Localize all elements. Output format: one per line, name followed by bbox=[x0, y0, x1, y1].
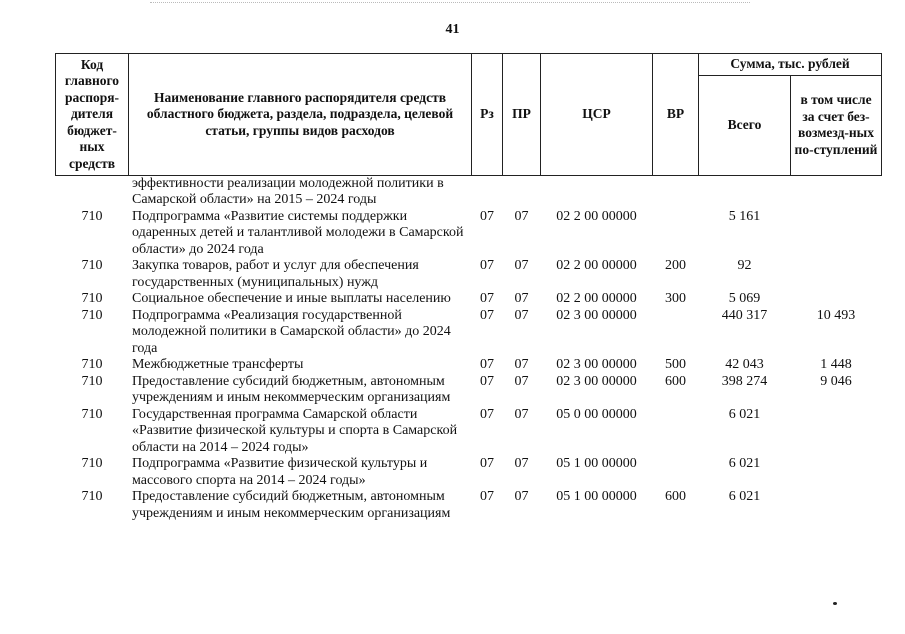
row-incl bbox=[791, 209, 882, 259]
row-rz: 07 bbox=[480, 406, 494, 422]
row-vr bbox=[653, 175, 699, 209]
table-row bbox=[56, 357, 882, 374]
row-pr: 07 bbox=[514, 373, 529, 389]
row-incl: 10 493 bbox=[816, 307, 856, 323]
row-vr bbox=[653, 209, 699, 259]
row-vr: 200 bbox=[665, 258, 686, 273]
row-vr bbox=[653, 456, 699, 489]
row-pr: 07 bbox=[514, 291, 529, 306]
row-incl bbox=[791, 489, 882, 522]
row-total: 6 021 bbox=[728, 456, 761, 471]
row-total bbox=[699, 175, 791, 209]
row-vr bbox=[653, 308, 699, 358]
row-code: 710 bbox=[81, 291, 103, 306]
header-total: Всего bbox=[699, 75, 791, 175]
row-pr: 07 bbox=[514, 456, 529, 471]
header-vr: ВР bbox=[653, 54, 699, 176]
row-rz: 07 bbox=[480, 307, 494, 323]
header-name: Наименование главного распорядителя средств областного бюджета, раздела, подраздела, целевой статьи, группы видов расходов bbox=[129, 54, 472, 176]
table-row bbox=[56, 374, 882, 407]
row-csr: 05 1 00 00000 bbox=[556, 489, 637, 504]
row-name: Социальное обеспечение и иные выплаты населению bbox=[132, 291, 451, 306]
row-code: 710 bbox=[81, 307, 103, 323]
header-sum: Сумма, тыс. рублей bbox=[699, 54, 882, 76]
row-code: 710 bbox=[81, 489, 103, 504]
row-pr: 07 bbox=[514, 258, 529, 273]
table-row bbox=[56, 175, 882, 209]
row-code bbox=[56, 175, 129, 209]
row-incl bbox=[791, 175, 882, 209]
header-incl: в том числе за счет без-возмезд-ных по-ступлений bbox=[791, 75, 882, 175]
header-code: Код главного распоря-дителя бюджет-ных средств bbox=[56, 54, 129, 176]
table-row bbox=[56, 456, 882, 489]
header-pr: ПР bbox=[503, 54, 541, 176]
row-incl bbox=[791, 407, 882, 457]
row-name: Предоставление субсидий бюджетным, автономным учреждениям и иным некоммерческим организациям bbox=[132, 373, 451, 405]
row-pr: 07 bbox=[514, 357, 529, 372]
row-csr: 02 2 00 00000 bbox=[556, 258, 637, 273]
row-pr bbox=[503, 175, 541, 209]
row-total: 5 161 bbox=[728, 208, 761, 224]
table-row bbox=[56, 258, 882, 291]
row-rz: 07 bbox=[480, 456, 494, 471]
row-total: 42 043 bbox=[725, 357, 764, 372]
row-vr: 300 bbox=[665, 291, 686, 306]
row-rz: 07 bbox=[480, 291, 494, 306]
scan-noise bbox=[150, 2, 750, 7]
row-rz: 07 bbox=[480, 357, 494, 372]
row-pr: 07 bbox=[514, 307, 529, 323]
row-code: 710 bbox=[81, 373, 103, 389]
row-incl bbox=[791, 258, 882, 291]
row-code: 710 bbox=[81, 456, 103, 471]
row-incl: 9 046 bbox=[820, 373, 852, 389]
table-row bbox=[56, 308, 882, 358]
row-csr: 05 1 00 00000 bbox=[556, 456, 637, 471]
table-header bbox=[56, 54, 882, 176]
row-rz: 07 bbox=[480, 489, 494, 504]
row-name: Подпрограмма «Реализация государственной молодежной политики в Самарской области» до 2024 года bbox=[132, 307, 451, 356]
row-csr: 02 2 00 00000 bbox=[556, 291, 637, 306]
row-vr bbox=[653, 407, 699, 457]
header-csr: ЦСР bbox=[541, 54, 653, 176]
row-vr: 600 bbox=[665, 489, 686, 504]
row-incl bbox=[791, 456, 882, 489]
row-rz: 07 bbox=[480, 208, 494, 224]
row-pr: 07 bbox=[514, 489, 529, 504]
table-row bbox=[56, 407, 882, 457]
row-incl bbox=[791, 291, 882, 308]
row-code: 710 bbox=[81, 208, 103, 224]
row-name: Закупка товаров, работ и услуг для обеспечения государственных (муниципальных) нужд bbox=[132, 258, 419, 290]
row-csr: 02 3 00 00000 bbox=[556, 357, 637, 372]
row-name: Межбюджетные трансферты bbox=[132, 357, 304, 372]
row-rz: 07 bbox=[480, 258, 494, 273]
row-total: 440 317 bbox=[721, 307, 768, 323]
row-csr: 02 2 00 00000 bbox=[556, 208, 637, 224]
row-pr: 07 bbox=[514, 406, 529, 422]
row-incl: 1 448 bbox=[820, 357, 852, 372]
row-csr bbox=[541, 175, 653, 209]
budget-table bbox=[55, 53, 882, 522]
row-code: 710 bbox=[81, 357, 103, 372]
row-csr: 02 3 00 00000 bbox=[556, 307, 637, 323]
row-pr: 07 bbox=[514, 208, 529, 224]
row-total: 6 021 bbox=[728, 406, 761, 422]
row-rz bbox=[472, 175, 503, 209]
row-vr: 500 bbox=[665, 357, 686, 372]
header-rz: Рз bbox=[472, 54, 503, 176]
row-name: эффективности реализации молодежной политики в Самарской области» на 2015 – 2024 годы bbox=[132, 175, 444, 207]
scan-speck bbox=[833, 602, 837, 605]
row-total: 5 069 bbox=[728, 291, 761, 306]
row-total: 92 bbox=[737, 258, 752, 273]
row-vr: 600 bbox=[665, 373, 686, 389]
row-code: 710 bbox=[81, 406, 103, 422]
row-csr: 05 0 00 00000 bbox=[556, 406, 637, 422]
table-body bbox=[56, 175, 882, 522]
table-row bbox=[56, 291, 882, 308]
row-code: 710 bbox=[81, 258, 103, 273]
row-total: 398 274 bbox=[721, 373, 768, 389]
table-row bbox=[56, 489, 882, 522]
row-name: Подпрограмма «Развитие системы поддержки одаренных детей и талантливой молодежи в Самарской области» до 2024 года bbox=[132, 208, 464, 257]
row-name: Государственная программа Самарской области «Развитие физической культуры и спорта в Самарской области на 2014 – 2024 годы» bbox=[132, 406, 458, 455]
row-csr: 02 3 00 00000 bbox=[556, 373, 637, 389]
table-row bbox=[56, 209, 882, 259]
row-name: Подпрограмма «Развитие физической культуры и массового спорта на 2014 – 2024 годы» bbox=[132, 456, 428, 488]
page-number: 41 bbox=[445, 22, 460, 37]
row-name: Предоставление субсидий бюджетным, автономным учреждениям и иным некоммерческим организациям bbox=[132, 489, 451, 521]
row-rz: 07 bbox=[480, 373, 494, 389]
row-total: 6 021 bbox=[728, 489, 761, 504]
